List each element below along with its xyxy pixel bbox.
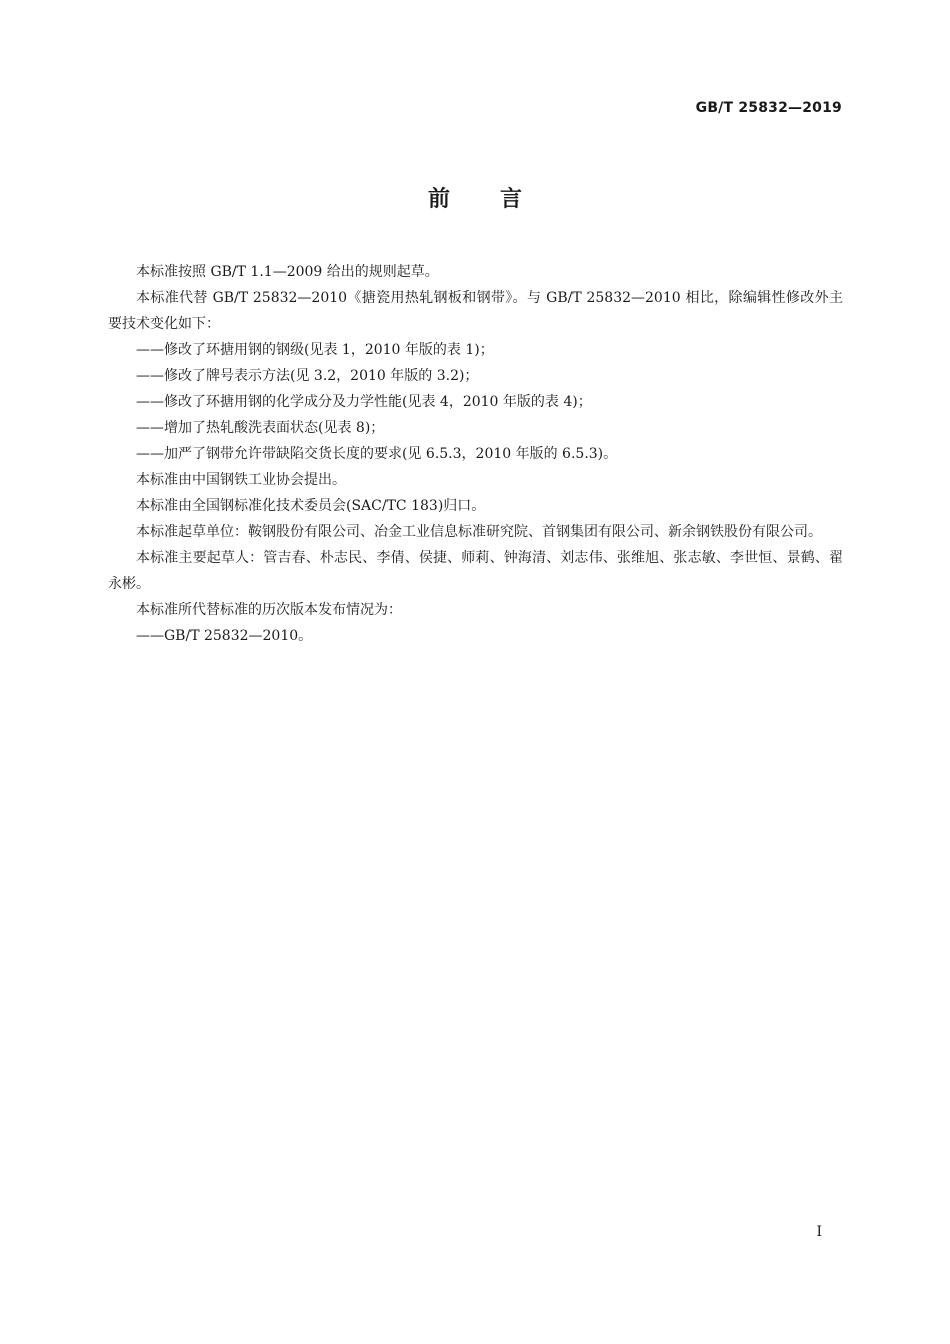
paragraph-administrator: 本标准由全国钢标准化技术委员会(SAC/TC 183)归口。 (136, 498, 486, 514)
paragraph-drafting-units: 本标准起草单位：鞍钢股份有限公司、冶金工业信息标准研究院、首钢集团有限公司、新余钢铁股份有限公司。 (136, 524, 822, 540)
paragraph-proposer: 本标准由中国钢铁工业协会提出。 (136, 472, 346, 488)
page-number: I (816, 1224, 822, 1240)
paragraph-replacement: 本标准代替 GB/T 25832—2010《搪瓷用热轧钢板和钢带》。与 GB/T 25832—2010 相比，除编辑性修改外主要技术变化如下： (108, 290, 843, 332)
change-item: ——修改了环搪用钢的钢级(见表 1，2010 年版的表 1)； (136, 342, 494, 358)
history-item: ——GB/T 25832—2010。 (136, 628, 313, 644)
change-item: ——修改了牌号表示方法(见 3.2，2010 年版的 3.2)； (136, 368, 479, 384)
change-item: ——增加了热轧酸洗表面状态(见表 8)； (136, 420, 385, 436)
change-item: ——修改了环搪用钢的化学成分及力学性能(见表 4，2010 年版的表 4)； (136, 394, 592, 410)
paragraph-drafting-rules: 本标准按照 GB/T 1.1—2009 给出的规则起草。 (136, 264, 439, 280)
standard-number: GB/T 25832—2019 (695, 100, 842, 116)
paragraph-history: 本标准所代替标准的历次版本发布情况为： (136, 602, 402, 618)
page-title: 前言 (427, 187, 572, 212)
change-item: ——加严了钢带允许带缺陷交货长度的要求(见 6.5.3，2010 年版的 6.5.3)。 (136, 446, 618, 462)
foreword-body (108, 259, 843, 649)
paragraph-drafters: 本标准主要起草人：管吉春、朴志民、李倩、侯捷、师莉、钟海清、刘志伟、张维旭、张志敏、李世恒、景鹤、翟永彬。 (108, 550, 843, 592)
